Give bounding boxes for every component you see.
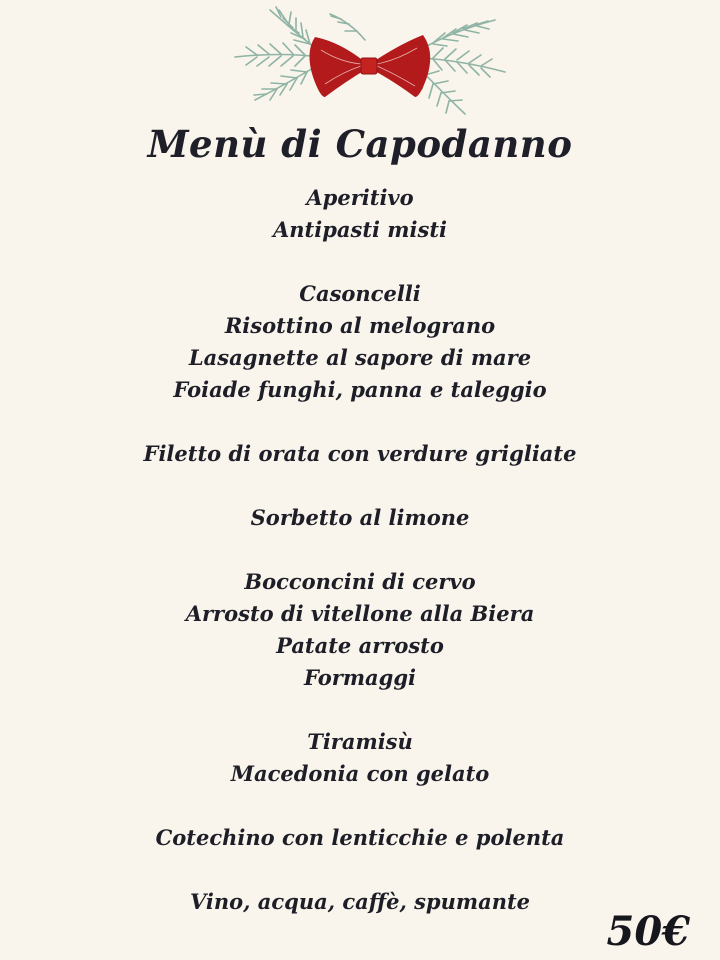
menu-item: Casoncelli	[299, 281, 421, 306]
section-spacer	[0, 470, 720, 502]
menu-item: Vino, acqua, caffè, spumante	[189, 889, 531, 914]
menu-title: Menù di Capodanno	[147, 122, 573, 166]
menu-item: Patate arrosto	[276, 633, 444, 658]
section-spacer	[0, 534, 720, 566]
menu-item: Sorbetto al limone	[250, 505, 470, 530]
menu-item: Foiade funghi, panna e taleggio	[173, 377, 547, 402]
bow-tie-with-pine-branches-icon	[225, 2, 515, 120]
menu-price: 50€	[606, 908, 690, 955]
menu-item: Formaggi	[303, 665, 416, 690]
menu-item: Bocconcini di cervo	[244, 569, 476, 594]
section-spacer	[0, 854, 720, 886]
section-spacer	[0, 790, 720, 822]
menu-item: Risottino al melograno	[224, 313, 496, 338]
menu-item: Macedonia con gelato	[230, 761, 490, 786]
section-spacer	[0, 406, 720, 438]
menu-item: Cotechino con lenticchie e polenta	[155, 825, 565, 850]
section-spacer	[0, 694, 720, 726]
menu-item: Arrosto di vitellone alla Biera	[185, 601, 535, 626]
section-spacer	[0, 246, 720, 278]
menu-item: Antipasti misti	[272, 217, 448, 242]
menu-item: Filetto di orata con verdure grigliate	[143, 441, 577, 466]
menu-list	[0, 182, 720, 918]
menu-item: Aperitivo	[306, 185, 414, 210]
menu-item: Tiramisù	[307, 729, 413, 754]
menu-item: Lasagnette al sapore di mare	[188, 345, 532, 370]
